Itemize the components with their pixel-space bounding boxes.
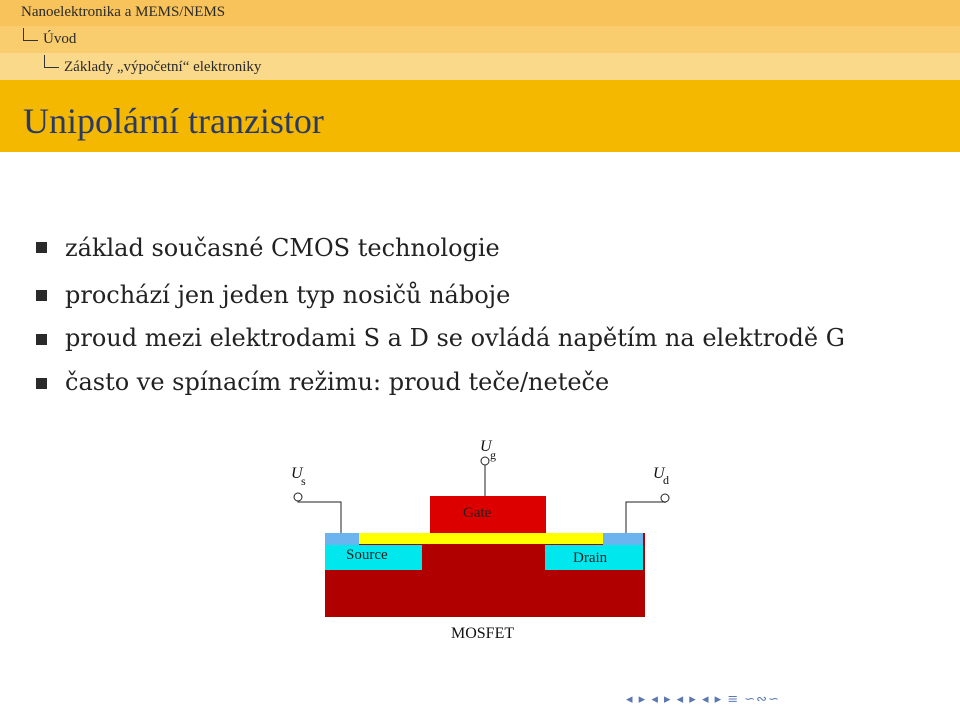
source-label: Source [346, 547, 388, 563]
label-ud-sub: d [663, 473, 669, 487]
header-subsubsection[interactable]: Základy „výpočetní“ elektroniky [64, 59, 262, 75]
oxide-layer [359, 533, 603, 544]
diagram-caption: MOSFET [451, 625, 515, 642]
drain-contact [603, 533, 643, 545]
drain-label: Drain [573, 550, 608, 566]
label-ud: U [653, 465, 665, 482]
label-us-sub: s [301, 474, 306, 488]
bullet-text: proud mezi elektrodami S a D se ovládá napětím na elektrodě G [65, 324, 845, 352]
header-section[interactable]: Nanoelektronika a MEMS/NEMS [21, 4, 226, 20]
terminal-source [294, 493, 302, 501]
beamer-navigation[interactable]: ◂ ▸ ◂ ▸ ◂ ▸ ◂ ▸ ≡ ∽∾∽ [626, 692, 780, 707]
label-ug-sub: g [490, 448, 496, 462]
source-contact [325, 533, 359, 545]
terminals [294, 457, 669, 502]
label-us: U [291, 465, 303, 482]
bullet-text: základ současné CMOS technologie [65, 234, 500, 262]
label-ug: U [480, 438, 492, 455]
bullet-text: prochází jen jeden typ nosičů náboje [65, 281, 511, 309]
slide-title: Unipolární tranzistor [23, 101, 324, 141]
bullet-text: často ve spínacím režimu: proud teče/neteče [65, 368, 610, 396]
gate-label: Gate [463, 505, 492, 521]
header-subsection[interactable]: Úvod [43, 31, 77, 47]
terminal-gate [481, 457, 489, 465]
terminal-drain [661, 494, 669, 502]
